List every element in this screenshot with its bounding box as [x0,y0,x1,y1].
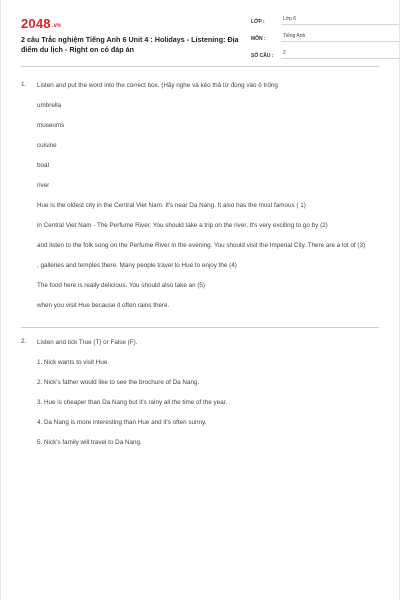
statement-item[interactable]: 2. Nick's father would like to see the brochure of Da Nang. [37,379,200,386]
meta-subject: MÔN : Tiếng Anh [251,29,399,42]
worksheet-header [21,0,379,67]
site-logo[interactable]: 2048.vn [21,16,62,31]
meta-question-count: SỐ CÂU : 2 [251,46,399,59]
worksheet-meta [251,12,399,63]
statement-item[interactable]: 5. Nick's family will travel to Da Nang. [37,439,142,446]
worksheet-content [21,67,379,458]
question-body [37,81,379,321]
passage-line: The food here is really delicious. You should also take an (5) [37,282,206,289]
question-prompt: Listen and tick True (T) or False (F). [37,339,138,346]
worksheet-title: 2 câu Trắc nghiệm Tiếng Anh 6 Unit 4 : Holidays - Listening: Địa điểm du lịch - Right on có đáp án [21,35,239,54]
word-option[interactable]: river [37,182,50,189]
question-body [37,338,379,458]
meta-class: LỚP : Lớp 6 [251,12,399,25]
passage-line: , galleries and temples there. Many people travel to Hue to enjoy the (4) [37,262,237,269]
word-option[interactable]: umbrella [37,102,62,109]
statement-item[interactable]: 3. Hue is cheaper than Da Nang but it's rainy all the time of the year. [37,399,228,406]
word-option[interactable]: cuisine [37,142,57,149]
passage-line: Hue is the oldest city in the Central Viet Nam. It's near Da Nang. It also has the most famous ( 1) [37,202,306,209]
word-option[interactable]: boat [37,162,50,169]
question-2 [21,338,379,458]
passage-line: when you visit Hue because it often rains there. [37,302,170,309]
question-number: 1. [21,81,27,88]
question-number: 2. [21,338,27,345]
word-option[interactable]: museums [37,122,65,129]
question-1 [21,81,379,321]
statement-item[interactable]: 4. Da Nang is more interesting than Hue and it's often sunny. [37,419,207,426]
question-prompt: Listen and put the word into the correct box. (Hãy nghe và kéo thả từ đúng vào ô trống [37,82,278,89]
statement-item[interactable]: 1. Nick wants to visit Hue. [37,359,110,366]
passage-line: in Central Viet Nam - The Perfume River. You should take a trip on the river, It's very exciting to go by (2) [37,222,328,229]
passage-line: and listen to the folk song on the Perfume River in the evening. You should visit the Imperial City. There are a lot of (3) [37,242,366,249]
question-divider [21,327,379,328]
